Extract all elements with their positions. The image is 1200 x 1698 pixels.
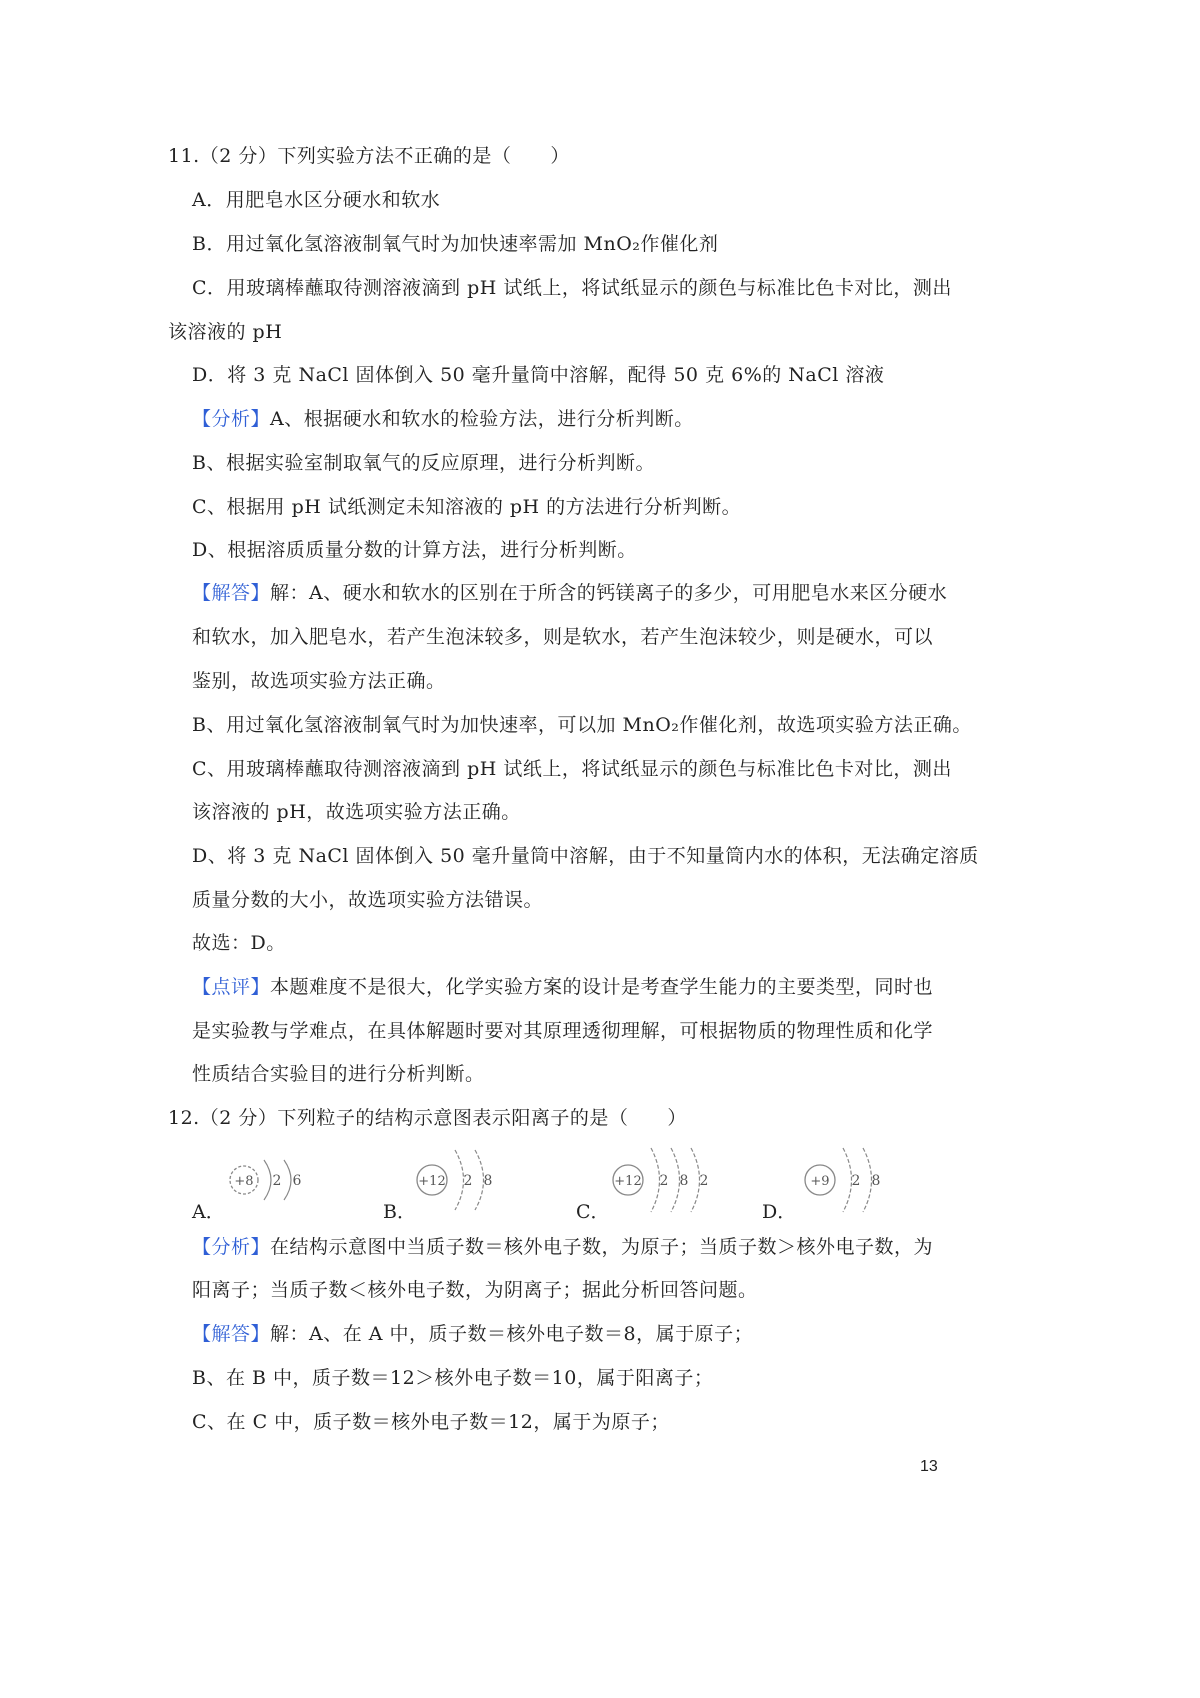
q11-analysis-d: D、根据溶质质量分数的计算方法，进行分析判断。 (192, 539, 637, 561)
nucleus-charge: +12 (614, 1174, 642, 1189)
q12-analysis-2: 阳离子；当质子数＜核外电子数，为阴离子；据此分析回答问题。 (192, 1279, 758, 1301)
q11-answer-5: C、用玻璃棒蘸取待测溶液滴到 pH 试纸上，将试纸显示的颜色与标准比色卡对比，测出 (192, 758, 952, 780)
q12-answer-2: B、在 B 中，质子数＝12＞核外电子数＝10，属于阳离子； (192, 1367, 714, 1389)
analysis-tag: 【分析】 (192, 1236, 271, 1258)
q11-option-a: A．用肥皂水区分硬水和软水 (192, 189, 441, 211)
q11-analysis-line (192, 407, 694, 431)
shell-electrons: 2 (272, 1173, 282, 1189)
q11-comment-2: 是实验教与学难点，在具体解题时要对其原理透彻理解，可根据物质的物理性质和化学 (192, 1020, 934, 1042)
shell-electrons: 8 (871, 1173, 881, 1189)
nucleus-charge: +9 (810, 1174, 830, 1189)
shell-electrons: 2 (463, 1173, 473, 1189)
q11-option-c-cont: 该溶液的 pH (168, 321, 283, 343)
q11-stem: 11.（2 分）下列实验方法不正确的是（ ） (168, 145, 570, 167)
q11-option-d: D．将 3 克 NaCl 固体倒入 50 毫升量筒中溶解，配得 50 克 6%的 NaCl 溶液 (192, 364, 885, 386)
q11-answer-4: B、用过氧化氢溶液制氧气时为加快速率，可以加 MnO₂作催化剂，故选项实验方法正确。 (192, 714, 972, 736)
q12-option-a-label: A． (192, 1201, 225, 1223)
electron-shell-arc (475, 1150, 484, 1210)
electron-shell-arc (691, 1148, 700, 1212)
page-number: 13 (920, 1458, 938, 1475)
comment-text: 本题难度不是很大，化学实验方案的设计是考查学生能力的主要类型，同时也 (270, 976, 934, 998)
shell-electrons: 2 (659, 1173, 669, 1189)
q12-option-d-label: D． (762, 1201, 797, 1223)
electron-shell-arc (671, 1148, 680, 1212)
analysis-text: A、根据硬水和软水的检验方法，进行分析判断。 (270, 408, 694, 430)
shell-electrons: 8 (679, 1173, 689, 1189)
shell-electrons: 6 (292, 1173, 302, 1189)
electron-shell-arc (843, 1148, 852, 1212)
q11-answer-8: 质量分数的大小，故选项实验方法错误。 (192, 889, 544, 911)
answer-text: 解：A、硬水和软水的区别在于所含的钙镁离子的多少，可用肥皂水来区分硬水 (270, 582, 948, 604)
q11-answer-7: D、将 3 克 NaCl 固体倒入 50 毫升量筒中溶解，由于不知量筒内水的体积，无法确定溶质 (192, 845, 979, 867)
answer-tag: 【解答】 (192, 1323, 271, 1345)
shell-electrons: 2 (699, 1173, 709, 1189)
analysis-text: 在结构示意图中当质子数＝核外电子数，为原子；当质子数＞核外电子数，为 (270, 1236, 934, 1258)
q12-stem: 12.（2 分）下列粒子的结构示意图表示阳离子的是（ ） (168, 1107, 687, 1129)
nucleus-charge: +8 (234, 1174, 254, 1189)
atom-diagram-b (410, 1140, 510, 1210)
q11-answer-9: 故选：D。 (192, 932, 286, 954)
q11-answer-2: 和软水，加入肥皂水，若产生泡沫较多，则是软水，若产生泡沫较少，则是硬水，可以 (192, 626, 934, 648)
q12-option-c-label: C． (576, 1201, 610, 1223)
q12-analysis-line (192, 1235, 933, 1259)
q11-answer-line (192, 581, 947, 605)
atom-diagram-d (798, 1140, 898, 1210)
answer-tag: 【解答】 (192, 582, 271, 604)
electron-shell-arc (284, 1160, 291, 1200)
shell-electrons: 8 (483, 1173, 493, 1189)
q12-option-b-label: B． (383, 1201, 416, 1223)
shell-electrons: 2 (851, 1173, 861, 1189)
comment-tag: 【点评】 (192, 976, 271, 998)
q12-answer-line (192, 1322, 753, 1346)
electron-shell-arc (651, 1148, 660, 1212)
atom-diagram-c (606, 1140, 726, 1210)
q11-analysis-b: B、根据实验室制取氧气的反应原理，进行分析判断。 (192, 452, 655, 474)
electron-shell-arc (455, 1150, 464, 1210)
q11-analysis-c: C、根据用 pH 试纸测定未知溶液的 pH 的方法进行分析判断。 (192, 496, 742, 518)
q12-answer-3: C、在 C 中，质子数＝核外电子数＝12，属于为原子； (192, 1411, 670, 1433)
q11-option-b: B．用过氧化氢溶液制氧气时为加快速率需加 MnO₂作催化剂 (192, 233, 719, 255)
q11-answer-3: 鉴别，故选项实验方法正确。 (192, 670, 446, 692)
q11-comment-line (192, 975, 933, 999)
atom-diagram-a (222, 1140, 322, 1210)
electron-shell-arc (863, 1148, 872, 1212)
answer-text: 解：A、在 A 中，质子数＝核外电子数＝8，属于原子； (270, 1323, 754, 1345)
q11-option-c: C．用玻璃棒蘸取待测溶液滴到 pH 试纸上，将试纸显示的颜色与标准比色卡对比，测出 (192, 277, 952, 299)
nucleus-charge: +12 (418, 1174, 446, 1189)
q11-comment-3: 性质结合实验目的进行分析判断。 (192, 1063, 485, 1085)
electron-shell-arc (264, 1160, 271, 1200)
analysis-tag: 【分析】 (192, 408, 271, 430)
q11-answer-6: 该溶液的 pH，故选项实验方法正确。 (192, 801, 521, 823)
